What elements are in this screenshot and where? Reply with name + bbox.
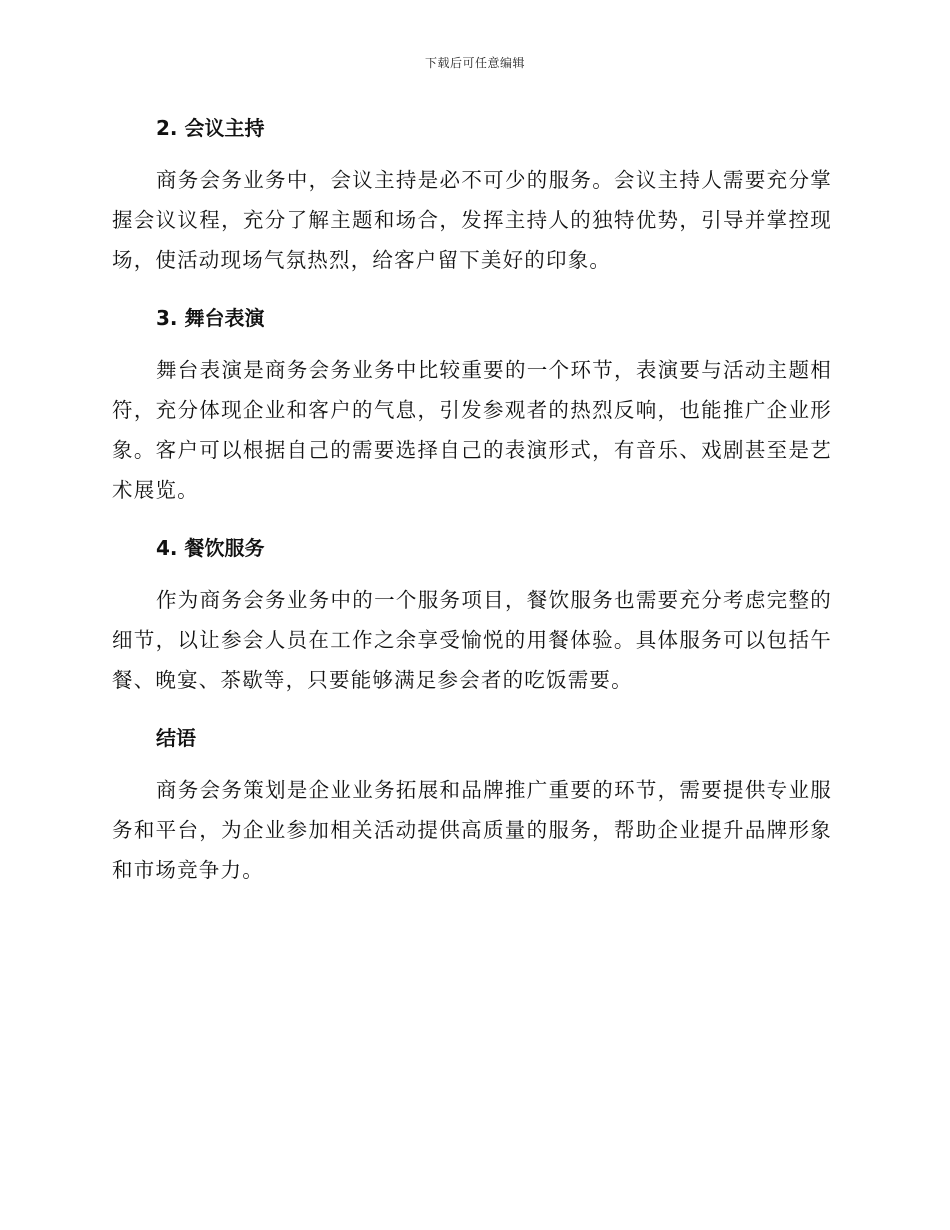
- header-note: 下载后可任意编辑: [424, 56, 525, 70]
- section-paragraph: 舞台表演是商务会务业务中比较重要的一个环节，表演要与活动主题相符，充分体现企业和客户的气息，引发参观者的热烈反响，也能推广企业形象。客户可以根据自己的需要选择自己的表演形式，有音乐、戏剧甚至是艺术展览。: [112, 358, 832, 502]
- section-heading: 4. 餐饮服务: [156, 536, 265, 560]
- section-conclusion: [112, 718, 832, 890]
- section-catering-service: [112, 528, 832, 700]
- section-paragraph: 商务会务业务中，会议主持是必不可少的服务。会议主持人需要充分掌握会议议程，充分了解主题和场合，发挥主持人的独特优势，引导并掌控现场，使活动现场气氛热烈，给客户留下美好的印象。: [112, 168, 832, 272]
- section-paragraph: 商务会务策划是企业业务拓展和品牌推广重要的环节，需要提供专业服务和平台，为企业参加相关活动提供高质量的服务，帮助企业提升品牌形象和市场竞争力。: [112, 778, 832, 882]
- section-heading: 3. 舞台表演: [156, 306, 265, 330]
- section-stage-performance: [112, 298, 832, 510]
- section-heading: 结语: [156, 726, 196, 750]
- document-body: [112, 108, 832, 908]
- section-meeting-host: [112, 108, 832, 280]
- section-paragraph: 作为商务会务业务中的一个服务项目，餐饮服务也需要充分考虑完整的细节，以让参会人员在工作之余享受愉悦的用餐体验。具体服务可以包括午餐、晚宴、茶歇等，只要能够满足参会者的吃饭需要。: [112, 588, 832, 692]
- section-heading: 2. 会议主持: [156, 116, 265, 140]
